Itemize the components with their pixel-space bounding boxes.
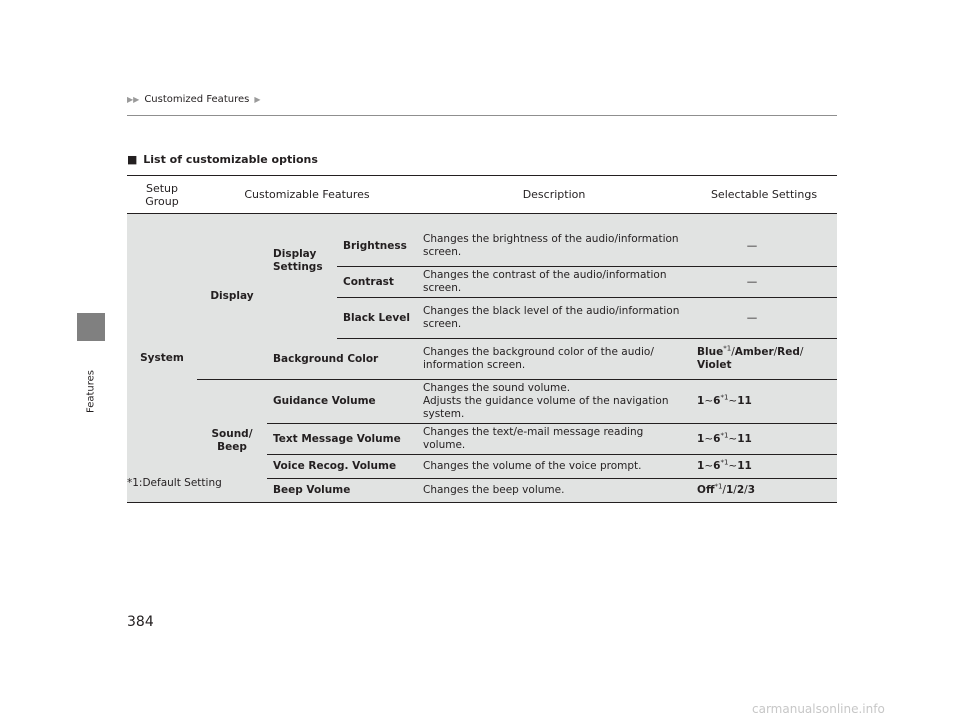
feature-guidance-volume: Guidance Volume xyxy=(267,380,417,424)
chapter-tab-marker xyxy=(77,313,105,341)
section-title-text: List of customizable options xyxy=(143,153,318,166)
description-guidance-volume: Changes the sound volume. Adjusts the guidance volume of the navigation system. xyxy=(417,380,691,424)
feature-contrast: Contrast xyxy=(337,267,417,298)
setting-text-message-volume: 1~6$^{*1}$~11 xyxy=(691,424,837,455)
description-brightness: Changes the brightness of the audio/information screen. xyxy=(417,226,691,267)
table-row xyxy=(127,380,837,424)
feature-voice-recog-volume: Voice Recog. Volume xyxy=(267,455,417,479)
group-display: Display xyxy=(197,214,267,380)
header-setup-group: Setup Group xyxy=(127,176,197,214)
description-voice-recog-volume: Changes the volume of the voice prompt. xyxy=(417,455,691,479)
feature-black-level: Black Level xyxy=(337,298,417,339)
triangle-right-icon: ▶▶ xyxy=(127,95,140,104)
table-header-row xyxy=(127,176,837,214)
setting-guidance-volume: 1~6$^{*1}$~11 xyxy=(691,380,837,424)
feature-beep-volume: Beep Volume xyxy=(267,479,417,503)
group-display-settings: Display Settings xyxy=(267,226,337,339)
footnote-default-setting: *1:Default Setting xyxy=(127,477,222,489)
setting-contrast: — xyxy=(691,267,837,298)
breadcrumb-link[interactable]: Customized Features xyxy=(144,94,250,105)
breadcrumb xyxy=(127,94,260,105)
watermark: carmanualsonline.info xyxy=(752,702,885,716)
setup-group-system: System xyxy=(127,214,197,503)
setting-brightness: — xyxy=(691,226,837,267)
setting-background-color: Blue$^{*1}$/Amber/Red/ Violet xyxy=(691,339,837,380)
setting-beep-volume: Off$^{*1}$/1/2/3 xyxy=(691,479,837,503)
customizable-options-table xyxy=(127,175,837,503)
chapter-label: Features xyxy=(85,370,97,414)
description-beep-volume: Changes the beep volume. xyxy=(417,479,691,503)
feature-brightness: Brightness xyxy=(337,226,417,267)
header-rule xyxy=(127,115,837,116)
square-bullet-icon: ■ xyxy=(127,153,138,166)
section-title xyxy=(127,153,318,166)
setting-voice-recog-volume: 1~6$^{*1}$~11 xyxy=(691,455,837,479)
header-selectable-settings: Selectable Settings xyxy=(691,176,837,214)
description-contrast: Changes the contrast of the audio/information screen. xyxy=(417,267,691,298)
description-text-message-volume: Changes the text/e-mail message reading volume. xyxy=(417,424,691,455)
description-black-level: Changes the black level of the audio/information screen. xyxy=(417,298,691,339)
table-spacer xyxy=(127,214,837,227)
description-background-color: Changes the background color of the audio/ information screen. xyxy=(417,339,691,380)
feature-background-color: Background Color xyxy=(267,339,417,380)
header-customizable-features: Customizable Features xyxy=(197,176,417,214)
group-sound-beep: Sound/ Beep xyxy=(197,380,267,503)
header-description: Description xyxy=(417,176,691,214)
feature-text-message-volume: Text Message Volume xyxy=(267,424,417,455)
setting-black-level: — xyxy=(691,298,837,339)
page-number: 384 xyxy=(127,614,154,630)
triangle-right-icon: ▶ xyxy=(254,95,261,104)
